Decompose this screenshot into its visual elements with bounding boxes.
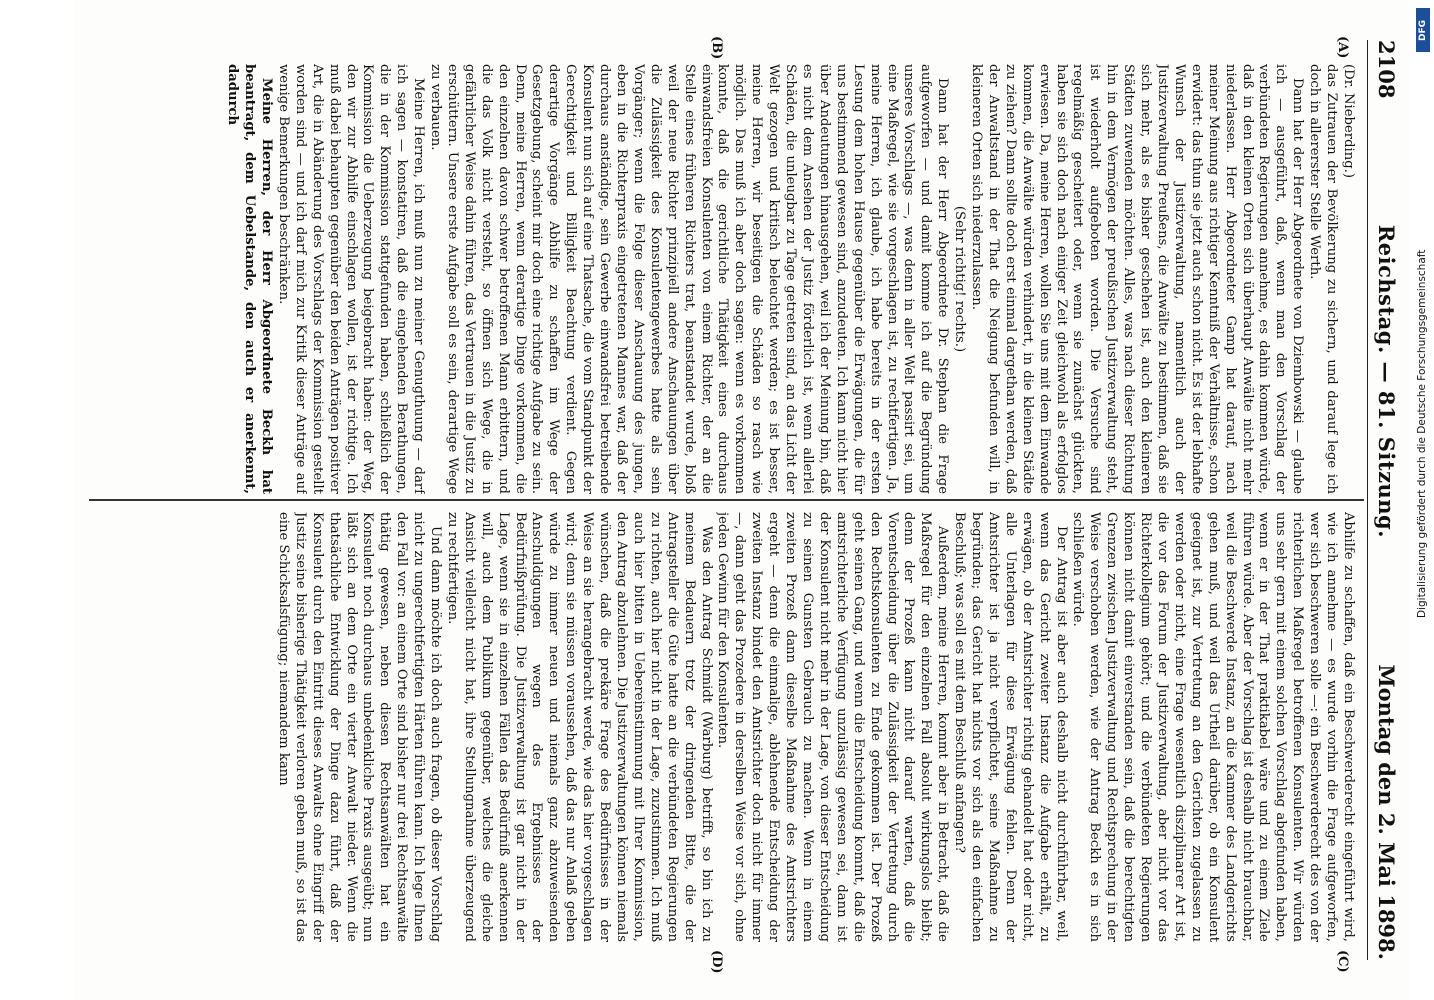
margin-marker-d: (D)	[709, 950, 724, 974]
session-title: Reichstag. — 81. Sitzung.	[1374, 224, 1399, 539]
paragraph: Abhilfe zu schaffen, daß ein Beschwerderecht eingeführt wird, wie ich annehme — es wurde vorhin die Frage aufgeworfen, wer sich beschweren solle —: ein Beschwerderecht des von der richterlichen Maßregel betroffenen Konsulenten. Wir würden uns sehr gern mit einem solchen Vorschlag abgefunden haben, wenn er in der That praktikabel wäre und zu einem Ziele führen würde. Aber der Vorschlag ist deshalb nicht brauchbar, weil die Beschwerde Instanz, an die Kammer des Landgerichts gehen muß, und weil das Urtheil darüber, ob ein Konsulent geeignet ist, zur Vertretung an den Gerichten zugelassen zu werden oder nicht, eine Frage wesentlich disziplinarer Art ist, die vor das Forum der Justizverwaltung, aber nicht vor das Richterkollegium gehört; und die verbündeten Regierungen können nicht damit einverstanden sein, daß die berechtigten Grenzen zwischen Justizverwaltung und Rechtsprechung in der Weise verschoben werden, wie der Antrag Beckh es in sich schließen würde.	[1070, 512, 1356, 942]
paragraph: Dann hat der Herr Abgeordnete von Dziembowski — glaube ich — ausgeführt, daß, wenn man den Vorschlag der verbündeten Regierungen annehme, es dahin kommen würde, daß in den kleinen Orten sich überhaupt Anwälte nicht mehr niederlassen. Herr Abgeordneter Gamp hat darauf, nach meiner Meinung aus richtiger Kenntniß der Verhältnisse, schon erwidert: das thun sie jetzt auch schon nicht. Es ist der lebhafte Wunsch der Justizverwaltung, namentlich auch der Justizverwaltung Preußens, die Anwälte zu bestimmen, daß sie sich mehr, als es bisher geschehen ist, auch den kleineren Städten zuwenden möchten. Alles, was nach dieser Richtung hin in dem Vermögen der preußischen Justizverwaltung steht, ist wiederholt aufgeboten worden. Die Versuche sind regelmäßig gescheitert oder, wenn sie zunächst glückten, haben sie sich doch nach einiger Zeit gleichwohl als erfolglos erwiesen. Da, meine Herren, wollen Sie uns mit dem Einwande kommen, die Anwälte würden verhindert, in die kleinen Städte zu ziehen? Dann sollte doch erst einmal dargethan werden, daß der Anwaltstand in der That die Neigung befunden will, in kleineren Orten sich niederzulassen.	[969, 64, 1306, 494]
paragraph: das Zutrauen der Bevölkerung zu sichern, und darauf lege ich doch in allererster Stelle Werth.	[1307, 64, 1340, 494]
margin-marker-a: (A)	[1335, 36, 1350, 59]
column-divider	[89, 499, 1364, 501]
left-column	[96, 64, 1356, 494]
right-column	[96, 512, 1356, 942]
paragraph: Was den Antrag Schmidt (Warburg) betrifft, so bin ich zu meinem Bedauern trotz der dringenden Bitte, die der Antragsteller die Güte hatte an die verbündeten Regierungen zu richten, auch hier nicht in der Lage, zuzustimmen. Ich muß auch hier bitten in Uebereinstimmung mit Ihrer Kommission, den Antrag abzulehnen. Die Justizverwaltungen können niemals wünschen, daß die prekäre Frage des Bedürfnisses in der Weise an sie herangebracht werde, wie das hier vorgeschlagen wird; denn sie müssen voraussehen, daß das nur Anlaß geben würde zu immer neuen und niemals ganz abzuweisenden Anschuldigungen wegen des Ergebnisses der Bedürfnißprüfung. Die Justizverwaltung ist gar nicht in der Lage, wenn sie in einzelnen Fällen das Bedürfniß anerkennen will, auch dem Publikum gegenüber, welches die gleiche Ansicht vielleicht nicht hat, ihre Stellungnahme überzeugend zu rechtfertigen.	[444, 512, 714, 942]
dfg-credit-text: Digitalisierung gefördert durch die Deutsche Forschungsgemeinschaft	[1416, 249, 1428, 618]
paragraph: Und dann möchte ich doch auch fragen, ob dieser Vorschlag nicht zu ungerechtfertigten Härten führen kann. Ich lege Ihnen den Fall vor: an einem Orte sind bisher nur drei Rechtsanwälte thätig gewesen, neben diesen Rechtsanwälten hat ein Konsulent noch durchaus unbedenkliche Praxis ausgeübt; nun läßt sich an dem Orte ein vierter Anwalt nieder. Wenn die thatsächliche Entwicklung der Dinge dazu führt, daß der Konsulent durch den Eintritt dieses Anwalts ohne Eingriff der Justiz seine bisherige Thätigkeit verloren geben muß, so ist das eine Schicksalsfügung; niemandem kann	[275, 512, 444, 942]
session-date: Montag den 2. Mai 1898.	[1374, 664, 1399, 960]
margin-marker-b: (B)	[709, 36, 724, 60]
newspaper-page	[74, 0, 1434, 1000]
interjection: (Sehr richtig! rechts.)	[952, 205, 968, 353]
margin-marker-c: (C)	[1335, 950, 1350, 973]
dfg-logo: DFG	[1416, 8, 1430, 52]
paragraph: Außerdem, meine Herren, kommt aber in Betracht, daß die Maßregel für den einzelnen Fall absolut wirkungslos bleibt; denn der Prozeß kann nicht darauf warten, daß die Vorentscheidung über die Zulässigkeit der Vertretung durch den Rechtskonsulenten zu Ende gekommen ist. Der Prozeß geht seinen Gang, und wenn die Entscheidung kommt, daß die amtsrichterliche Verfügung unzulässig gewesen sei, dann ist der Konsulent nicht mehr in der Lage, von dieser Entscheidung zu seinen Gunsten Gebrauch zu machen. Wenn in einem zweiten Prozeß dann dieselbe Maßnahme des Amtsrichters ergeht — denn die einmalige, ablehnende Entscheidung der zweiten Instanz bindet den Amtsrichter doch nicht für immer —, dann geht das Prozedere in derselben Weise vor sich, ohne jeden Gewinn für den Konsulenten.	[715, 512, 951, 942]
speaker-tag: (Dr. Nieberding.)	[1341, 64, 1356, 178]
paragraph: Meine Herren, ich muß nun zu meiner Genugthuung — darf ich sagen — konstatiren, daß die eingehenden Berathungen, die in der Kommission stattgefunden haben, schließlich der Kommission die Ueberzeugung beigebracht haben: der Weg, den wir zur Abhilfe einschlagen wollen, ist der richtige. Ich muß dabei behaupten gegenüber den beiden Anträgen positiver Art, die in Abänderung des Vorschlags der Kommission gestellt worden sind — und ich darf mich zur Kritik dieser Anträge auf wenige Bemerkungen beschränken.	[275, 64, 427, 494]
page-number: 2108	[1374, 40, 1399, 99]
page-header	[1367, 40, 1416, 960]
paragraph: Meine Herren, der Herr Abgeordnete Beckh hat beantragt, dem Uebelstande, den auch er anerkennt, dadurch	[225, 64, 274, 494]
paragraph: Der Antrag ist aber auch deshalb nicht durchführbar, weil, wenn das Gericht zweiter Instanz die Aufgabe erhält, zu erwägen, ob der Amtsrichter richtig gehandelt hat oder nicht, alle Unterlagen für diese Erwägung fehlen. Denn der Amtsrichter ist ja nicht verpflichtet, seine Maßnahme zu begründen; das Gericht hat nichts vor sich als den einfachen Beschluß; was soll es mit dem Beschluß anfangen?	[952, 512, 1069, 942]
paragraph: Dann hat der Herr Abgeordnete Dr. Stephan die Frage aufgeworfen — und damit komme ich auf die Begründung unseres Vorschlags —, was denn in aller Welt passirt sei, um eine Maßregel, wie sie vorgeschlagen ist, zu rechtfertigen. Ja, meine Herren, ich glaube, ich habe bereits in der ersten Lesung dem hohen Hause gegenüber die Erwägungen, die für uns bestimmend gewesen sind, anzudeuten. Ich kann nicht hier über Andeutungen hinausgehen, weil ich der Meinung bin, daß es nicht dem Ansehen der Justiz förderlich ist, wenn allerlei Schäden, die unleugbar zu Tage getreten sind, an das Licht der Welt gezogen und kritisch beleuchtet werden; es ist besser, meine Herren, wir beseitigen die Schäden so rasch wie möglich. Das muß ich aber doch sagen: wenn es vorkommen konnte, daß die gerichtliche Thätigkeit eines durchaus einwandsfreien Konsulenten von einem Richter, der an die Stelle eines früheren Richters trat, beanstandet wurde, bloß weil der neue Richter prinzipiell andere Anschauungen über die Zulässigkeit des Konsulentengewerbes hatte als sein Vorgänger; wenn die Folge dieser Anschauung des jungen, eben in die Richterpraxis eingetretenen Mannes war, daß der durchaus anständige, sein Gewerbe einwandsfrei betreibende Konsulent nun sich auf eine Thatsache, die vom Standpunkt der Gerechtigkeit und Billigkeit Beachtung verdient. Gegen derartige Vorgänge Abhilfe zu schaffen im Wege der Gesetzgebung, scheint mir doch eine richtige Aufgabe zu sein. Denn, meine Herren, wenn derartige Dinge vorkommen, die den einzelnen davon schwer betroffenen Mann erbittern, und die das Volk nicht versteht, so öffnen sich Wege, die in gefährlicher Weise dahin führen, das Vertrauen in die Justiz zu erschüttern. Unsere erste Aufgabe soll es sein, derartige Wege zu verbauen.	[428, 64, 951, 494]
